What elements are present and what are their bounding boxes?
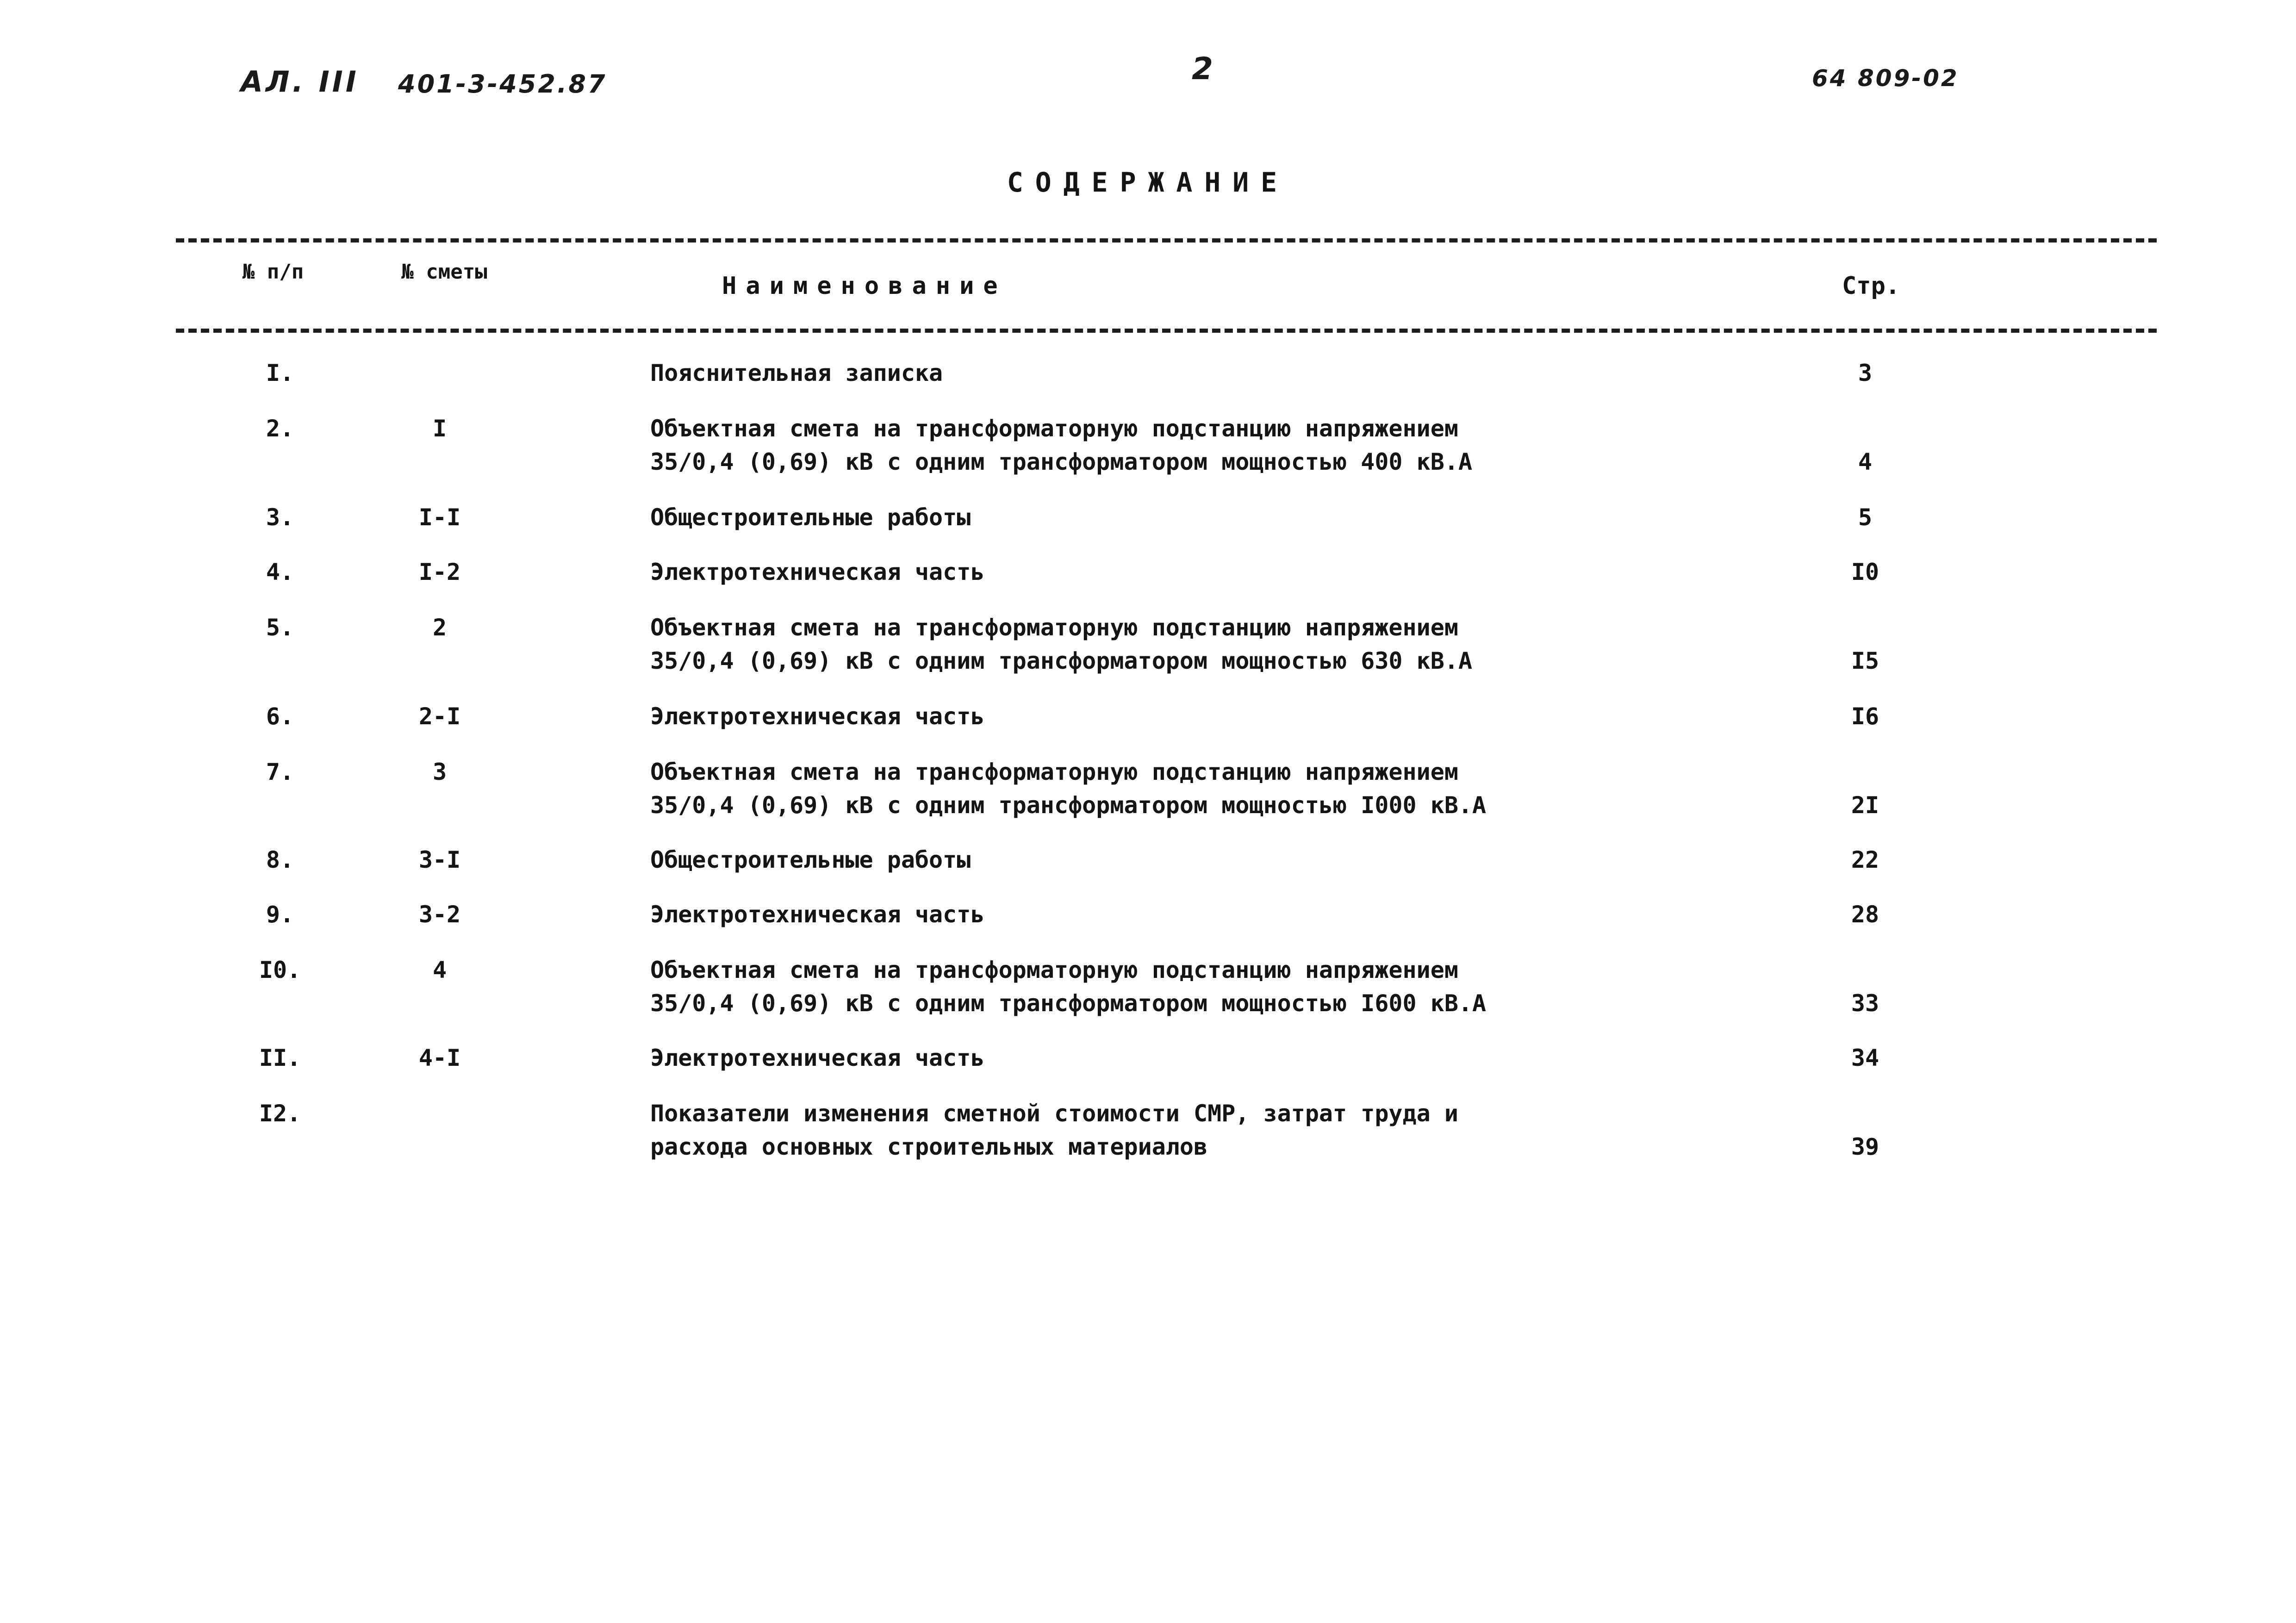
row-name-line: Объектная смета на трансформаторную подстанцию напряжением — [650, 614, 1458, 641]
row-number: II. — [259, 1045, 301, 1071]
row-number: I2. — [259, 1100, 301, 1127]
row-estimate-number: 3 — [432, 759, 447, 785]
row-name-line: Показатели изменения сметной стоимости СМР, затрат труда и — [650, 1100, 1458, 1127]
row-name-line: Электротехническая часть — [650, 703, 985, 730]
row-name-line: Электротехническая часть — [650, 1045, 985, 1071]
row-page: 28 — [1851, 901, 1879, 928]
row-name-line: Объектная смета на трансформаторную подстанцию напряжением — [650, 759, 1458, 785]
row-name — [650, 555, 1622, 589]
page-number: 2 — [1192, 51, 1213, 87]
row-name — [650, 501, 1622, 534]
row-page: 2I — [1851, 792, 1879, 819]
row-estimate-number: I-I — [418, 504, 461, 531]
row-name-line: 35/0,4 (0,69) кВ с одним трансформатором мощностью I600 кВ.А — [650, 990, 1487, 1017]
row-number: 4. — [266, 559, 294, 585]
document-code-right: 64 809-02 — [1812, 65, 1959, 92]
document-code-left: АЛ. III — [241, 65, 359, 99]
row-number: 7. — [266, 759, 294, 785]
row-estimate-number: 4 — [432, 957, 447, 983]
row-page: 5 — [1858, 504, 1873, 531]
row-estimate-number: 3-2 — [418, 901, 461, 928]
row-number: 3. — [266, 504, 294, 531]
row-name — [650, 611, 1622, 678]
row-estimate-number: 4-I — [418, 1045, 461, 1071]
row-number: I0. — [259, 957, 301, 983]
row-number: 2. — [266, 415, 294, 442]
row-name-line: Объектная смета на трансформаторную подстанцию напряжением — [650, 957, 1458, 983]
row-page: I5 — [1851, 647, 1879, 674]
column-header-page: Стр. — [1842, 272, 1900, 300]
row-name-line: Электротехническая часть — [650, 559, 985, 585]
row-name-line: 35/0,4 (0,69) кВ с одним трансформатором мощностью 400 кВ.А — [650, 448, 1473, 475]
row-page: I6 — [1851, 703, 1879, 730]
row-page: 34 — [1851, 1045, 1879, 1071]
row-number: 5. — [266, 614, 294, 641]
row-page: 4 — [1858, 448, 1873, 475]
row-name-line: Объектная смета на трансформаторную подстанцию напряжением — [650, 415, 1458, 442]
row-estimate-number: I-2 — [418, 559, 461, 585]
column-header-name: Наименование — [722, 272, 1007, 300]
column-header-number: № п/п — [242, 260, 304, 284]
row-name-line: Общестроительные работы — [650, 504, 971, 531]
page-title: СОДЕРЖАНИЕ — [1007, 167, 1289, 198]
row-number: I. — [266, 360, 294, 386]
row-name-line: Электротехническая часть — [650, 901, 985, 928]
row-number: 9. — [266, 901, 294, 928]
document-code-number: 401-3-452.87 — [398, 69, 607, 99]
row-estimate-number: 2-I — [418, 703, 461, 730]
row-name — [650, 898, 1622, 931]
row-name — [650, 356, 1622, 390]
row-page: 3 — [1858, 360, 1873, 386]
column-header-estimate: № сметы — [401, 260, 487, 284]
row-name-line: 35/0,4 (0,69) кВ с одним трансформатором мощностью I000 кВ.А — [650, 792, 1487, 819]
row-page: 39 — [1851, 1133, 1879, 1160]
row-name — [650, 843, 1622, 877]
row-name-line: 35/0,4 (0,69) кВ с одним трансформатором мощностью 630 кВ.А — [650, 647, 1473, 674]
row-name — [650, 700, 1622, 733]
row-name — [650, 1041, 1622, 1075]
row-name — [650, 1097, 1622, 1163]
row-name-line: Общестроительные работы — [650, 846, 971, 873]
row-page: I0 — [1851, 559, 1879, 585]
row-name — [650, 755, 1622, 822]
row-number: 8. — [266, 846, 294, 873]
row-number: 6. — [266, 703, 294, 730]
row-name — [650, 953, 1622, 1020]
row-page: 33 — [1851, 990, 1879, 1017]
row-name — [650, 412, 1622, 479]
row-estimate-number: 3-I — [418, 846, 461, 873]
row-name-line: Пояснительная записка — [650, 360, 943, 386]
row-page: 22 — [1851, 846, 1879, 873]
row-estimate-number: I — [432, 415, 447, 442]
row-name-line: расхода основных строительных материалов — [650, 1133, 1208, 1160]
row-estimate-number: 2 — [432, 614, 447, 641]
